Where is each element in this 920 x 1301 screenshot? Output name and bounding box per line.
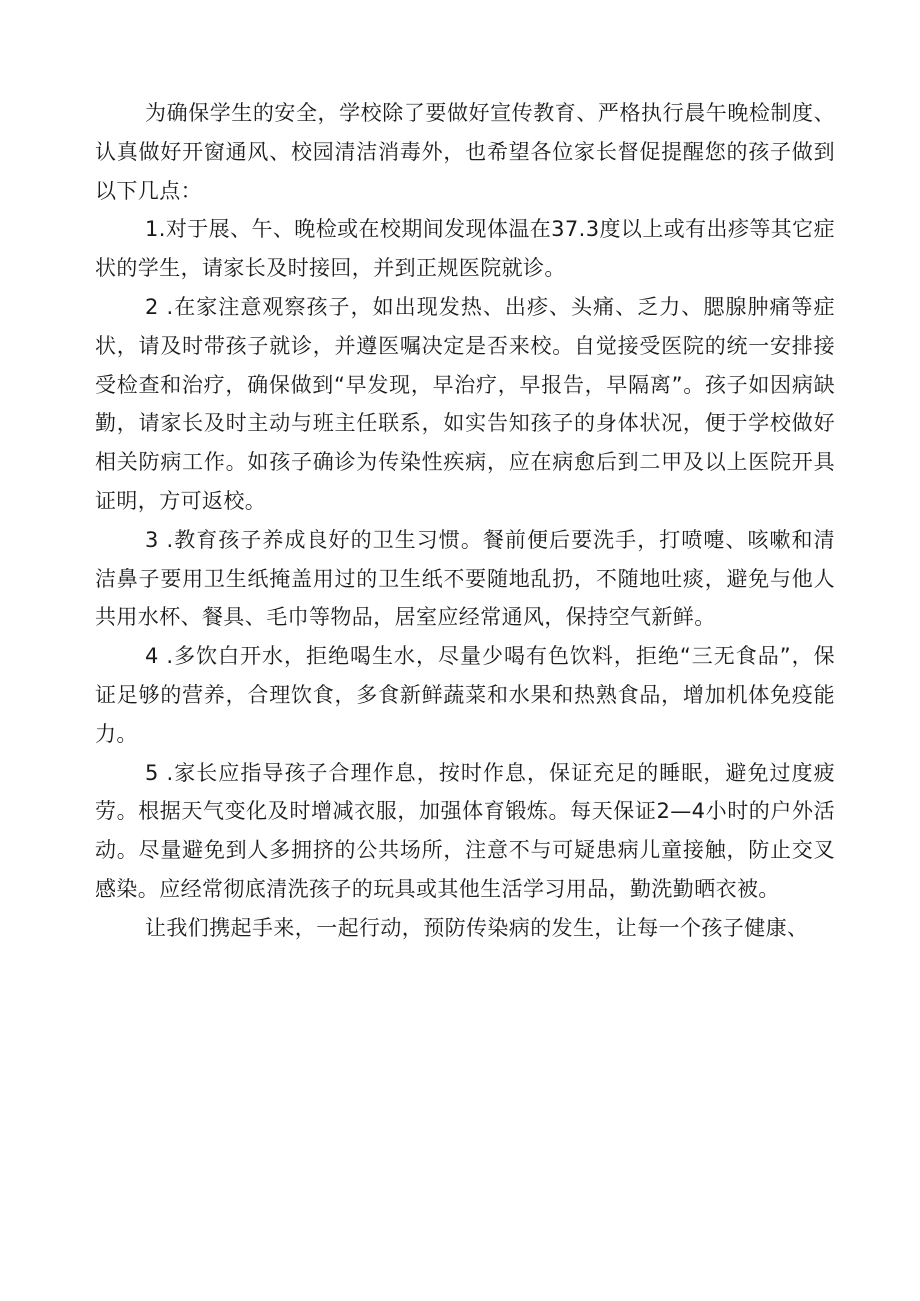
item-4-paragraph: 4 .多饮白开水，拒绝喝生水，尽量少喝有色饮料，拒绝“三无食品”，保证足够的营养，合理饮食，多食新鲜蔬菜和水果和热熟食品，增加机体免疫能力。 xyxy=(95,644,835,746)
item-2-paragraph: 2 .在家注意观察孩子，如出现发热、出疹、头痛、乏力、腮腺肿痛等症状，请及时带孩子就诊，并遵医嘱决定是否来校。自觉接受医院的统一安排接受检查和治疗，确保做到“早发现，早治疗，早报告，早隔离”。孩子如因病缺勤，请家长及时主动与班主任联系，如实告知孩子的身体状况，便于学校做好相关防病工作。如孩子确诊为传染性疾病，应在病愈后到二甲及以上医院开具证明，方可返校。 xyxy=(95,294,835,513)
intro-paragraph: 为确保学生的安全，学校除了要做好宣传教育、严格执行晨午晚检制度、认真做好开窗通风、校园清洁消毒外，也希望各位家长督促提醒您的孩子做到以下几点： xyxy=(95,101,835,203)
item-5-paragraph: 5 .家长应指导孩子合理作息，按时作息，保证充足的睡眠，避免过度疲劳。根据天气变化及时增减衣服，加强体育锻炼。每天保证2—4小时的户外活动。尽量避免到人多拥挤的公共场所，注意不与可疑患病儿童接触，防止交叉感染。应经常彻底清洗孩子的玩具或其他生活学习用品，勤洗勤晒衣被。 xyxy=(95,760,835,901)
closing-paragraph: 让我们携起手来，一起行动，预防传染病的发生，让每一个孩子健康、 xyxy=(145,915,809,940)
item-1-paragraph: 1.对于展、午、晚检或在校期间发现体温在37.3度以上或有出疹等其它症状的学生，请家长及时接回，并到正规医院就诊。 xyxy=(95,217,835,281)
document-body xyxy=(95,94,835,948)
item-3-paragraph: 3 .教育孩子养成良好的卫生习惯。餐前便后要洗手，打喷嚏、咳嗽和清洁鼻子要用卫生纸掩盖用过的卫生纸不要随地乱扔，不随地吐痰，避免与他人共用水杯、餐具、毛巾等物品，居室应经常通风，保持空气新鲜。 xyxy=(95,527,835,630)
